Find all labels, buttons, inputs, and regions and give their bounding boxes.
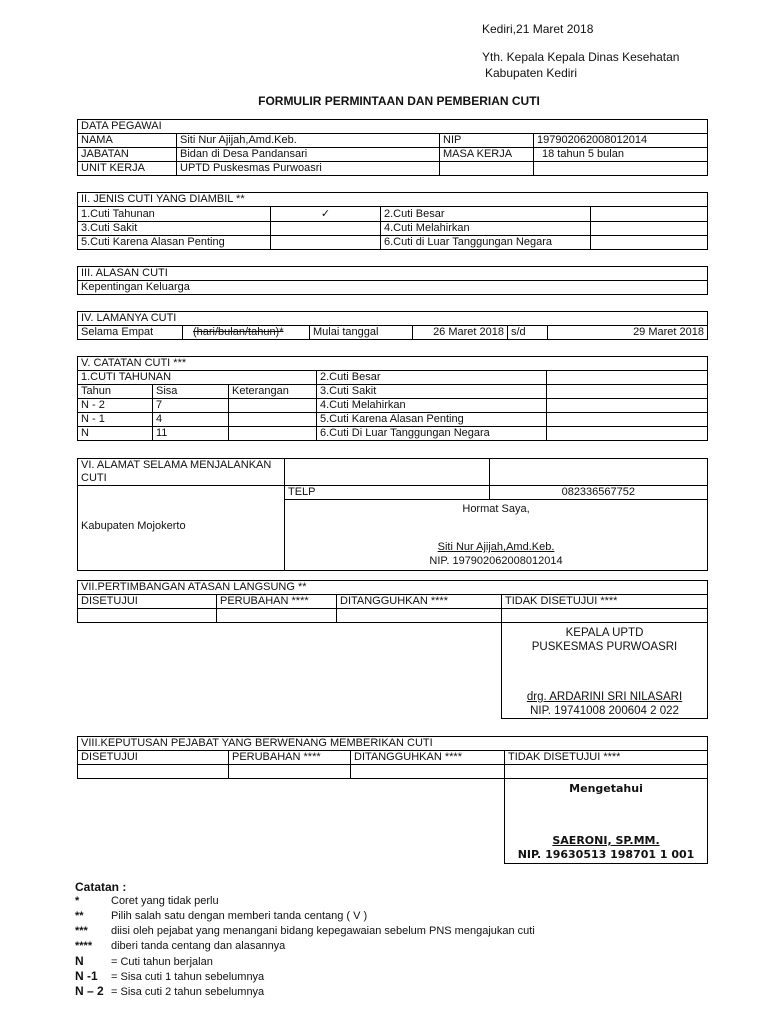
list-item: N -1 = Sisa cuti 1 tahun sebelumnya [75, 969, 265, 983]
empty-area [78, 623, 502, 719]
closing-text: Hormat Saya, [462, 503, 530, 515]
disetujui-checkbox[interactable] [78, 765, 229, 779]
disetujui-checkbox[interactable] [78, 609, 217, 623]
empty-cell [547, 385, 708, 399]
start-label: Mulai tanggal [310, 326, 413, 340]
tidak-disetujui-checkbox[interactable] [505, 765, 708, 779]
jabatan-value: Bidan di Desa Pandansari [177, 148, 440, 162]
table-row-remaining: 11 [153, 427, 229, 441]
section-title: VI. ALAMAT SELAMA MENJALANKAN CUTI [78, 459, 285, 486]
list-item: *** diisi oleh pejabat yang menangani bidang kepegawaian sebelum PNS mengajukan cuti [75, 925, 535, 937]
applicant-nip: NIP. 197902062008012014 [429, 555, 563, 567]
to-label: s/d [508, 326, 548, 340]
section-title: III. ALASAN CUTI [78, 267, 708, 281]
supervisor-signature-block [502, 623, 708, 719]
leave-type-penting: 5.Cuti Karena Alasan Penting [317, 413, 547, 427]
leave-type-besar: 2.Cuti Besar [317, 371, 547, 385]
section-alasan-cuti [77, 266, 708, 295]
nama-label: NAMA [78, 134, 177, 148]
duration-unit: (hari/bulan/tahun)* [183, 326, 310, 340]
nip-label: NIP [440, 134, 534, 148]
supervisor-title-line1: KEPALA UPTD [565, 627, 644, 639]
list-item: * Coret yang tidak perlu [75, 895, 219, 907]
checkmark-icon: ✓ [320, 207, 331, 220]
telp-label: TELP [285, 486, 490, 500]
official-name: SAERONI, SP.MM. [552, 834, 660, 847]
empty-cell [534, 162, 708, 176]
perubahan-checkbox[interactable] [217, 609, 337, 623]
leave-type-1: 1.Cuti Tahunan [78, 207, 271, 222]
empty-cell [285, 459, 490, 486]
jabatan-label: JABATAN [78, 148, 177, 162]
table-row-remaining: 7 [153, 399, 229, 413]
table-row-year: N [78, 427, 153, 441]
col-tahun: Tahun [78, 385, 153, 399]
leave-type-6: 6.Cuti di Luar Tanggungan Negara [381, 236, 591, 250]
leave-type-5-checkbox[interactable] [271, 236, 381, 250]
unit-value: UPTD Puskesmas Purwoasri [177, 162, 440, 176]
list-item: **** diberi tanda centang dan alasannya [75, 940, 286, 952]
col-tidak-disetujui: TIDAK DISETUJUI **** [505, 751, 708, 765]
nip-value: 197902062008012014 [534, 134, 708, 148]
empty-cell [490, 459, 708, 486]
leave-type-2: 2.Cuti Besar [381, 207, 591, 222]
supervisor-nip: NIP. 19741008 200604 2 022 [530, 705, 679, 717]
section-title: II. JENIS CUTI YANG DIAMBIL ** [78, 193, 708, 207]
reason-value: Kepentingan Keluarga [78, 281, 708, 295]
col-disetujui: DISETUJUI [78, 595, 217, 609]
col-ditangguhkan: DITANGGUHKAN **** [337, 595, 502, 609]
leave-type-5: 5.Cuti Karena Alasan Penting [78, 236, 271, 250]
col-disetujui: DISETUJUI [78, 751, 229, 765]
col-tidak-disetujui: TIDAK DISETUJUI **** [502, 595, 708, 609]
list-item: N – 2 = Sisa cuti 2 tahun sebelumnya [75, 984, 265, 998]
start-date: 26 Maret 2018 [413, 326, 508, 340]
empty-area [78, 779, 505, 864]
section-title: IV. LAMANYA CUTI [78, 312, 708, 326]
leave-type-4-checkbox[interactable] [591, 222, 708, 236]
supervisor-title-line2: PUSKESMAS PURWOASRI [531, 641, 678, 653]
leave-type-sakit: 3.Cuti Sakit [317, 385, 547, 399]
form-title: FORMULIR PERMINTAAN DAN PEMBERIAN CUTI [258, 94, 540, 108]
section-keputusan-pejabat [77, 736, 708, 864]
applicant-signature-block [285, 500, 708, 571]
ditangguhkan-checkbox[interactable] [337, 609, 502, 623]
table-row-year: N - 2 [78, 399, 153, 413]
section-title: VII.PERTIMBANGAN ATASAN LANGSUNG ** [78, 581, 708, 595]
annual-leave-label: 1.CUTI TAHUNAN [78, 371, 317, 385]
section-title: DATA PEGAWAI [78, 120, 708, 134]
empty-cell [229, 413, 317, 427]
table-row-year: N - 1 [78, 413, 153, 427]
unit-label: UNIT KERJA [78, 162, 177, 176]
list-item: ** Pilih salah satu dengan memberi tanda centang ( V ) [75, 910, 368, 922]
recipient-line2: Kabupaten Kediri [485, 66, 578, 80]
leave-type-3: 3.Cuti Sakit [78, 222, 271, 236]
end-date: 29 Maret 2018 [548, 326, 708, 340]
col-sisa: Sisa [153, 385, 229, 399]
leave-type-6-checkbox[interactable] [591, 236, 708, 250]
section-data-pegawai [77, 119, 708, 176]
official-signature-block [505, 779, 708, 864]
place-date: Kediri,21 Maret 2018 [482, 22, 594, 36]
leave-type-luar: 6.Cuti Di Luar Tanggungan Negara [317, 427, 547, 441]
telp-value: 082336567752 [490, 486, 708, 500]
table-row-remaining: 4 [153, 413, 229, 427]
empty-cell [229, 427, 317, 441]
col-perubahan: PERUBAHAN **** [217, 595, 337, 609]
section-pertimbangan-atasan [77, 580, 708, 719]
section-alamat [77, 458, 708, 571]
empty-cell [547, 413, 708, 427]
official-nip: NIP. 19630513 198701 1 001 [517, 848, 695, 861]
address-value: Kabupaten Mojokerto [78, 486, 285, 571]
col-perubahan: PERUBAHAN **** [229, 751, 351, 765]
ack-text: Mengetahui [569, 782, 643, 795]
list-item: N = Cuti tahun berjalan [75, 954, 213, 968]
leave-type-3-checkbox[interactable] [271, 222, 381, 236]
section-jenis-cuti [77, 192, 708, 250]
supervisor-name: drg. ARDARINI SRI NILASARI [526, 691, 683, 703]
nama-value: Siti Nur Ajijah,Amd.Keb. [177, 134, 440, 148]
section-title: V. CATATAN CUTI *** [78, 357, 708, 371]
leave-type-2-checkbox[interactable] [591, 207, 708, 222]
masa-kerja-value: 18 tahun 5 bulan [534, 148, 708, 162]
section-catatan-cuti [77, 356, 708, 441]
notes-list [75, 894, 535, 999]
leave-type-melahirkan: 4.Cuti Melahirkan [317, 399, 547, 413]
section-lamanya-cuti [77, 311, 708, 340]
perubahan-checkbox[interactable] [229, 765, 351, 779]
notes-title: Catatan : [75, 880, 127, 894]
leave-type-4: 4.Cuti Melahirkan [381, 222, 591, 236]
ditangguhkan-checkbox[interactable] [351, 765, 505, 779]
empty-cell [229, 399, 317, 413]
col-ditangguhkan: DITANGGUHKAN **** [351, 751, 505, 765]
col-keterangan: Keterangan [229, 385, 317, 399]
duration-value: Selama Empat [78, 326, 183, 340]
leave-type-1-checkbox[interactable] [271, 207, 381, 222]
applicant-name: Siti Nur Ajijah,Amd.Keb. [437, 541, 555, 553]
masa-kerja-label: MASA KERJA [440, 148, 534, 162]
tidak-disetujui-checkbox[interactable] [502, 609, 708, 623]
empty-cell [440, 162, 534, 176]
recipient-line1: Yth. Kepala Kepala Dinas Kesehatan [482, 50, 680, 64]
empty-cell [547, 371, 708, 385]
empty-cell [547, 399, 708, 413]
section-title: VIII.KEPUTUSAN PEJABAT YANG BERWENANG MEMBERIKAN CUTI [78, 737, 708, 751]
empty-cell [547, 427, 708, 441]
